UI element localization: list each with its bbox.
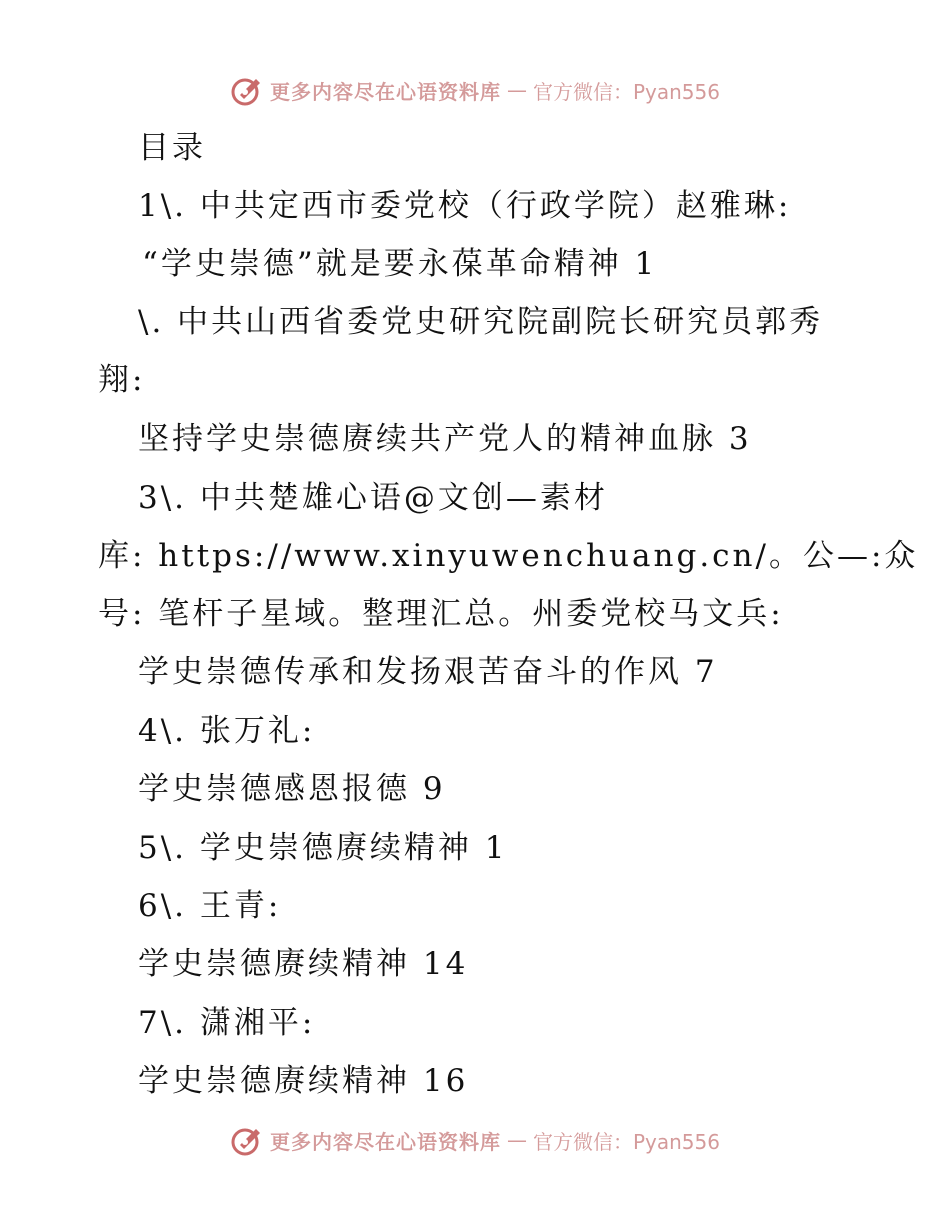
toc-line: “学史崇德”就是要永葆革命精神 1 [142, 246, 658, 282]
watermark-wechat: 官方微信：Pyan556 [532, 79, 720, 104]
toc-line: 学史崇德赓续精神 14 [138, 946, 469, 982]
footer-watermark [0, 1120, 950, 1160]
toc-line: 4\. 张万礼: [138, 713, 316, 749]
toc-line: 学史崇德赓续精神 16 [138, 1063, 469, 1099]
toc-line: 学史崇德感恩报德 9 [138, 771, 446, 807]
toc-line: 3\. 中共楚雄心语@文创—素材 [138, 480, 608, 516]
toc-line: 翔: [98, 362, 146, 398]
watermark-separator: — [506, 1128, 527, 1152]
writing-logo-icon [230, 1123, 264, 1157]
header-watermark [0, 70, 950, 110]
watermark-separator: — [506, 78, 527, 102]
toc-line: 5\. 学史崇德赓续精神 1 [138, 830, 508, 866]
watermark-text: 更多内容尽在心语资料库 [269, 79, 501, 104]
toc-line: 7\. 潇湘平: [138, 1005, 316, 1041]
toc-line: 坚持学史崇德赓续共产党人的精神血脉 3 [138, 421, 752, 457]
toc-line: 1\. 中共定西市委党校（行政学院）赵雅琳: [138, 188, 792, 224]
toc-line: 6\. 王青: [138, 888, 282, 924]
toc-line: 学史崇德传承和发扬艰苦奋斗的作风 7 [138, 654, 718, 690]
watermark-wechat: 官方微信：Pyan556 [532, 1129, 720, 1154]
toc-line: 库: https://www.xinyuwenchuang.cn/。公—:众 [98, 538, 919, 574]
toc-line: 号: 笔杆子星域。整理汇总。州委党校马文兵: [98, 596, 784, 632]
toc-heading: 目录 [138, 130, 206, 166]
writing-logo-icon [230, 73, 264, 107]
watermark-text: 更多内容尽在心语资料库 [269, 1129, 501, 1154]
toc-line: \. 中共山西省委党史研究院副院长研究员郭秀 [138, 304, 824, 340]
